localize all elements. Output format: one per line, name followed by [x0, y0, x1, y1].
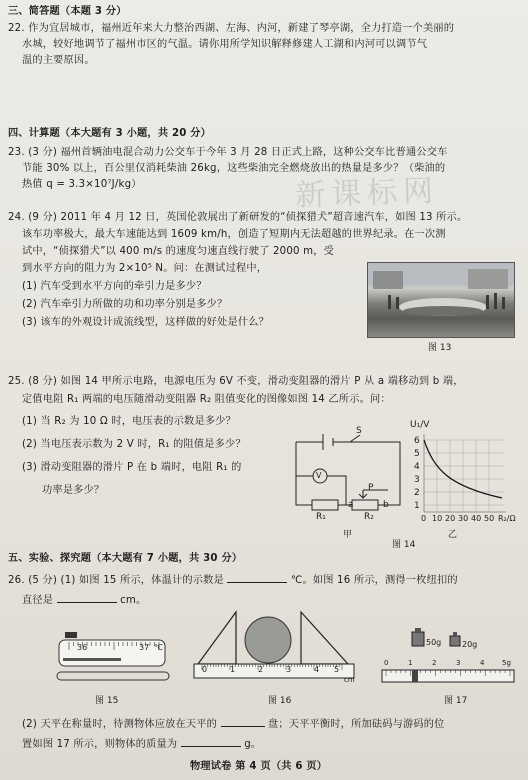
xtick: 10: [432, 514, 443, 523]
fig14-ylabel: U₁/V: [410, 420, 430, 430]
q26-1-text-c: 直径是: [22, 595, 54, 606]
section5-heading: 五、实验、探究题（本大题有 7 小题，共 30 分）: [8, 553, 243, 564]
q26-2-text-c: 置如图 17 所示，则物体的质量为: [22, 739, 178, 750]
q25-line4: (2) 当电压表示数为 2 V 时，R₁ 的阻值是多少？: [22, 439, 246, 450]
q24-line3: 试中，“侦探猎犬”以 400 m/s 的速度匀速直线行驶了 2000 m，受: [22, 246, 335, 257]
fig14-graph: [410, 414, 510, 526]
fig14-circuit: [288, 420, 408, 530]
q24-line6: (2) 汽车牵引力所做的功和功率分别是多少？: [22, 299, 228, 310]
q26-line1: [8, 572, 458, 588]
q26-2-line2: [22, 736, 261, 752]
fig17-caption: 图 17: [444, 696, 468, 706]
fig16-caption: 图 16: [268, 696, 292, 706]
voltmeter-label: V: [316, 471, 322, 480]
xtick: 0: [421, 514, 427, 523]
scale-tick: 2: [432, 659, 437, 667]
answer-blank-mass[interactable]: [181, 736, 241, 747]
scale-tick: 4: [480, 659, 485, 667]
fig16-ruler: [188, 604, 358, 684]
r2-label: R₂: [364, 512, 374, 522]
r1-label: R₁: [316, 512, 326, 522]
watermark: 新课标网: [294, 173, 440, 214]
section3-heading: 三、简答题（本题 3 分）: [8, 6, 127, 17]
fig17-balance: [378, 618, 518, 688]
ruler-tick: 5: [334, 665, 340, 674]
q26-line2: [22, 592, 146, 608]
weight-20g-label: 20g: [462, 640, 478, 649]
section4-heading: 四、计算题（本大题有 3 小题，共 20 分）: [8, 128, 212, 139]
weight-50g-label: 50g: [426, 638, 442, 647]
fig15-thermometer: [55, 628, 175, 688]
slider-p-label: P: [368, 483, 374, 493]
scale-tick: 5g: [502, 659, 511, 667]
scale-tick: 0: [384, 659, 389, 667]
ytick: 4: [414, 462, 420, 472]
q24-line1: 24. (9 分) 2011 年 4 月 12 日，英国伦敦展出了新研发的“侦探猎犬”超音速汽车，如图 13 所示。: [8, 212, 468, 223]
q24-line4: 到水平方向的阻力为 2×10⁵ N。问：在测试过程中，: [22, 263, 268, 274]
q26-2-line1: [22, 716, 445, 732]
fig15-tick-37: 37: [139, 643, 150, 652]
q26-1-text-b: ℃。如图 16 所示，测得一枚纽扣的: [290, 575, 458, 586]
q26-2-text-b: 盘；天平平衡时，所加砝码与游码的位: [267, 719, 445, 730]
fig14-yi-label: 乙: [448, 530, 458, 540]
fig14-caption: 图 14: [392, 540, 416, 550]
q24-line2: 该车功率极大，最大车速能达到 1609 km/h，创造了短期内无法超越的世界纪录。在一次测: [22, 229, 446, 240]
ruler-tick: 0: [202, 665, 208, 674]
fig15-tick-36: 36: [77, 643, 88, 652]
q25-line6: 功率是多少？: [42, 485, 105, 496]
scale-tick: 3: [456, 659, 461, 667]
ytick: 2: [414, 488, 420, 498]
q25-line5: (3) 滑动变阻器的滑片 P 在 b 端时，电阻 R₁ 的: [22, 462, 242, 473]
car-photo-drawing: [368, 263, 514, 337]
xtick: 40: [471, 514, 482, 523]
q26-1-text-d: cm。: [120, 595, 147, 606]
page-footer: 物理试卷 第 4 页（共 6 页）: [190, 761, 328, 772]
ruler-tick: 4: [314, 665, 320, 674]
fig15-caption: 图 15: [95, 696, 119, 706]
q26-1-text-a: 26. (5 分) (1) 如图 15 所示，体温计的示数是: [8, 575, 224, 586]
q25-line2: 定值电阻 R₁ 两端的电压随滑动变阻器 R₂ 阻值变化的图像如图 14 乙所示。问：: [22, 394, 391, 405]
terminal-a-label: a: [348, 500, 354, 510]
ytick: 5: [414, 449, 420, 459]
ruler-unit: cm: [344, 676, 355, 684]
fig14-jia-label: 甲: [343, 530, 353, 540]
q26-2-text-d: g。: [244, 739, 262, 750]
q23-line3: 热值 q = 3.3×10⁷J/kg）: [22, 179, 142, 190]
q24-line5: (1) 汽车受到水平方向的牵引力是多少？: [22, 281, 207, 292]
answer-blank-diameter[interactable]: [57, 592, 117, 603]
xtick: 50: [484, 514, 495, 523]
scale-tick: 1: [408, 659, 413, 667]
ytick: 6: [414, 436, 420, 446]
q22-line2: 水城，较好地调节了福州市区的气温。请你用所学知识解释修建人工湖和内河可以调节气: [22, 39, 428, 50]
q25-line3: (1) 当 R₂ 为 10 Ω 时，电压表的示数是多少？: [22, 416, 236, 427]
xtick: 30: [458, 514, 469, 523]
ruler-tick: 2: [258, 665, 264, 674]
xtick: 20: [445, 514, 456, 523]
fig13-caption: 图 13: [428, 343, 452, 353]
q26-2-text-a: (2) 天平在称量时，待测物体应放在天平的: [22, 719, 218, 730]
fig15-unit: ℃: [154, 643, 163, 652]
supersonic-car-photo: [367, 262, 515, 338]
answer-blank-thermometer[interactable]: [227, 572, 287, 583]
fig14-xlabel: R₂/Ω: [498, 514, 516, 523]
ruler-tick: 1: [230, 665, 236, 674]
q22-line3: 温的主要原因。: [22, 55, 95, 66]
q24-line7: (3) 该车的外观设计成流线型，这样做的好处是什么？: [22, 317, 269, 328]
q23-line1: 23. (3 分) 福州首辆油电混合动力公交车于今年 3 月 28 日正式上路，这种公交车比普通公交车: [8, 147, 448, 158]
answer-blank-pan[interactable]: [221, 716, 265, 727]
terminal-b-label: b: [383, 500, 389, 510]
q23-line2: 节能 30% 以上，百公里仅消耗柴油 26kg，这些柴油完全燃烧放出的热量是多少？（柴油的: [22, 163, 446, 174]
q22-line1: 22. 作为宜居城市，福州近年来大力整治西湖、左海、内河，新建了琴亭湖，全力打造一个美丽的: [8, 23, 455, 34]
switch-label: S: [356, 426, 362, 436]
q25-line1: 25. (8 分) 如图 14 甲所示电路，电源电压为 6V 不变，滑动变阻器的滑片 P 从 a 端移动到 b 端，: [8, 376, 464, 387]
ruler-tick: 3: [286, 665, 292, 674]
ytick: 1: [414, 501, 420, 511]
ytick: 3: [414, 475, 420, 485]
